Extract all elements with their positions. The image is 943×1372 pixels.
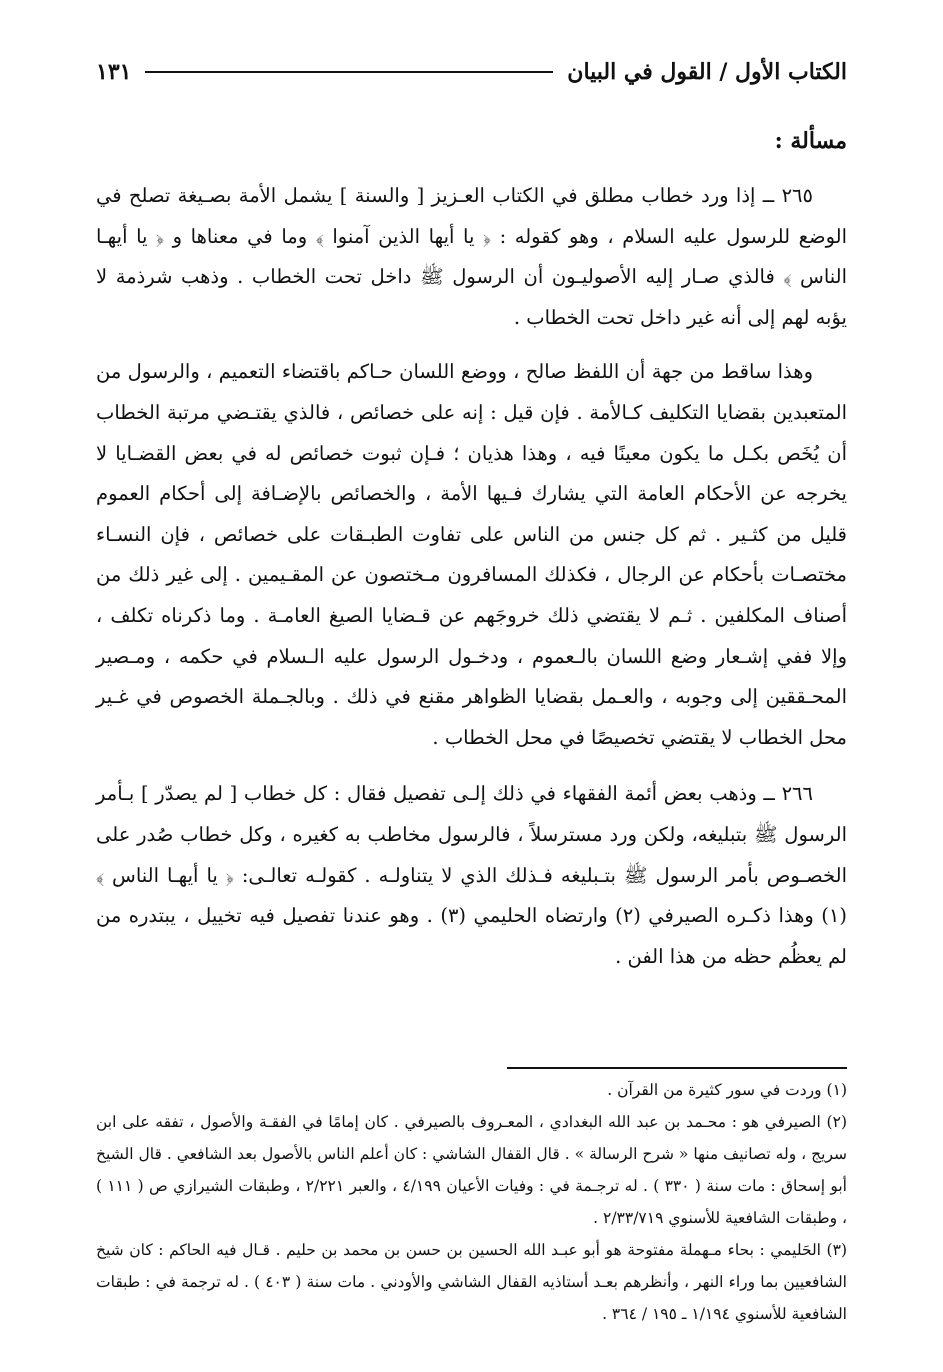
header-title: الكتاب الأول / القول في البيان	[567, 59, 847, 85]
footnote-separator	[507, 1067, 847, 1069]
main-text	[96, 176, 847, 993]
footnote-2: (٢) الصيرفي هو : محـمد بن عبد الله البغدادي ، المعـروف بالصيرفي . كان إمامًا في الفقـة والأصول ، تفقه على ابن سريج ، وله تصانيف منها « شرح الرسالة » . قال القفال الشاشي : كان أعلم الناس بالأصول بعد الشافعي . قال الشيخ أبو إسحاق : مات سنة ( ٣٣٠ ) . له ترجـمة في : وفيات الأعيان ٤/١٩٩ ، والعبر ٢/٢٢١ ، وطبقات الشيرازي ص ( ١١١ ) ، وطبقات الشافعية للأسنوي ٢/٣٣/٧١٩ .	[96, 1113, 847, 1227]
footnote-1: (١) وردت في سور كثيرة من القرآن .	[607, 1081, 847, 1099]
section-title: مسألة :	[774, 128, 847, 154]
paragraph-265-continued: وهذا ساقط من جهة أن اللفظ صالح ، ووضع اللسان حـاكم باقتضاء التعميم ، والرسول من المتعبدين بقضايا التكليف كـالأمة . فإن قيل : إنه على خصائص ، فالذي يقتـضي مرتبة الخطاب أن يُخَص بكـل ما يكون معينًا فيه ، وهذا هذيان ؛ فـإن ثبوت خصائص له في بعض القضـايا لا يخرجه عن الأحكام العامة التي يشارك فـيها الأمة ، والخصائص بالإضـافة إلى أحكام العموم قليل من كثـير . ثم كل جنس من الناس على تفاوت الطبـقات على خصائص ، فإن النسـاء مختصـات بأحكام عن الرجال ، فكذلك المسافرون مـختصون عن المقـيمين . إلى غير ذلك من أصناف المكلفين . ثـم لا يقتضي ذلك خروجَهم عن قـضايا الصيغ العامـة . وما ذكرناه تكلف ، وإلا ففي إشـعار وضع اللسان بالـعموم ، ودخـول الرسول عليه الـسلام في حكمه ، ومـصير المحـققين إلى وجوبه ، والعـمل بقضايا الظواهر مقنع في ذلك . وبالجـملة الخصوص في غـير محل الخطاب لا يقتضي تخصيصًا في محل الخطاب .	[96, 360, 847, 749]
header-rule	[145, 71, 553, 73]
running-header	[96, 52, 847, 92]
paragraph-266: ٢٦٦ ــ وذهب بعض أئمة الفقهاء في ذلك إلـى تفصيل فقال : كل خطاب [ لم يصدّر ] بـأمر الرسول ﷺ بتبليغه، ولكن ورد مسترسلاً ، فالرسول مخاطب به كغيره ، وكل خطاب صُدر على الخصـوص بأمر الرسول ﷺ بتـبليغه فـذلك الذي لا يتناولـه . كقولـه تعالـى: ﴿ يا أيهـا الناس ﴾ (١) وهذا ذكـره الصيرفي (٢) وارتضاه الحليمي (٣) . وهو عندنا تفصيل فيه تخييل ، يبتدره من لم يعظُم حظه من هذا الفن .	[96, 782, 847, 968]
paragraph-265: ٢٦٥ ــ إذا ورد خطاب مطلق في الكتاب العـزيز [ والسنة ] يشمل الأمة بصـيغة تصلح في الوضع للرسول عليه السلام ، وهو كقوله : ﴿ يا أيها الذين آمنوا ﴾ وما في معناها و ﴿ يا أيهـا الناس ﴾ فالذي صـار إليه الأصوليـون أن الرسول ﷺ داخل تحت الخطاب . وذهب شرذمة لا يؤبه لهم إلى أنه غير داخل تحت الخطاب .	[96, 184, 847, 329]
footnotes	[96, 1074, 847, 1330]
page-number: ١٣١	[96, 59, 132, 85]
footnote-3: (٣) الحَليمي : بحاء مـهملة مفتوحة هو أبو عبـد الله الحسين بن حسن بن محمد بن حليم . قـال فيه الحاكم : كان شيخ الشافعيين بما وراء النهر ، وأنظرهم بعـد أستاذيه القفال الشاشي والأودني . مات سنة ( ٤٠٣ ) . له ترجمة في : طبقات الشافعية للأسنوي ١/١٩٤ ـ ١٩٥ / ٣٦٤ .	[96, 1241, 847, 1323]
